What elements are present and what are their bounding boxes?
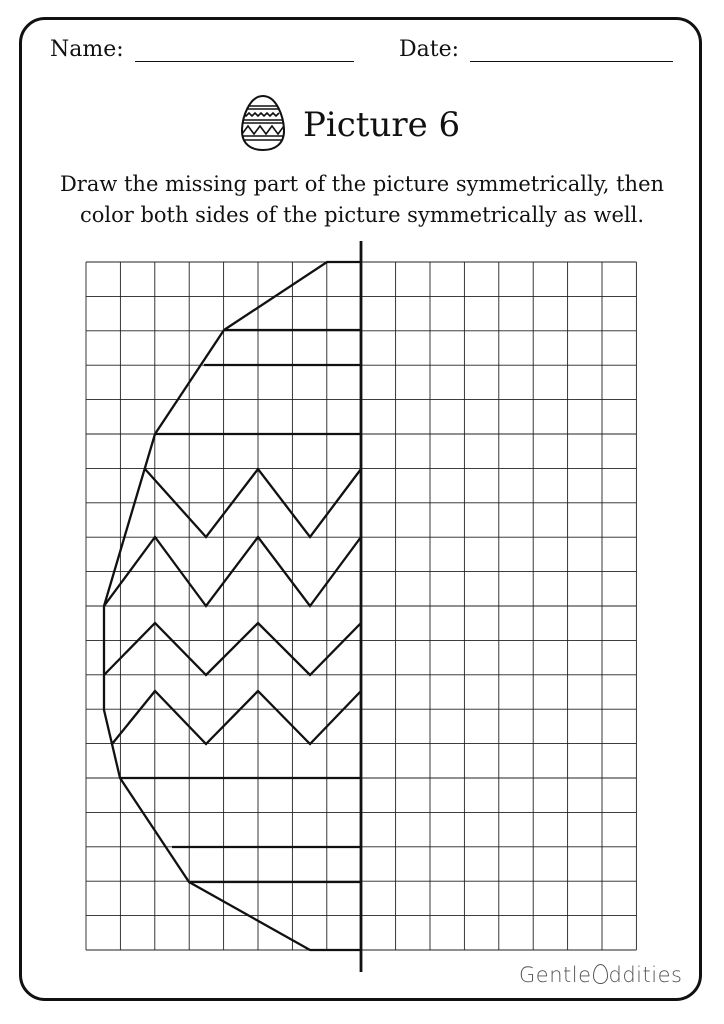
instructions-line-2: color both sides of the picture symmetrically as well. [79,203,645,227]
egg-o-icon [593,964,608,984]
brand-logo: Gentle ddities [519,963,683,987]
date-label: Date: [399,37,460,62]
zigzag-3 [104,623,361,675]
name-label: Name: [50,37,124,62]
zigzag-4 [112,691,361,744]
instructions-line-1: Draw the missing part of the picture symmetrically, then [59,172,665,196]
page-title: Picture 6 [303,105,461,145]
